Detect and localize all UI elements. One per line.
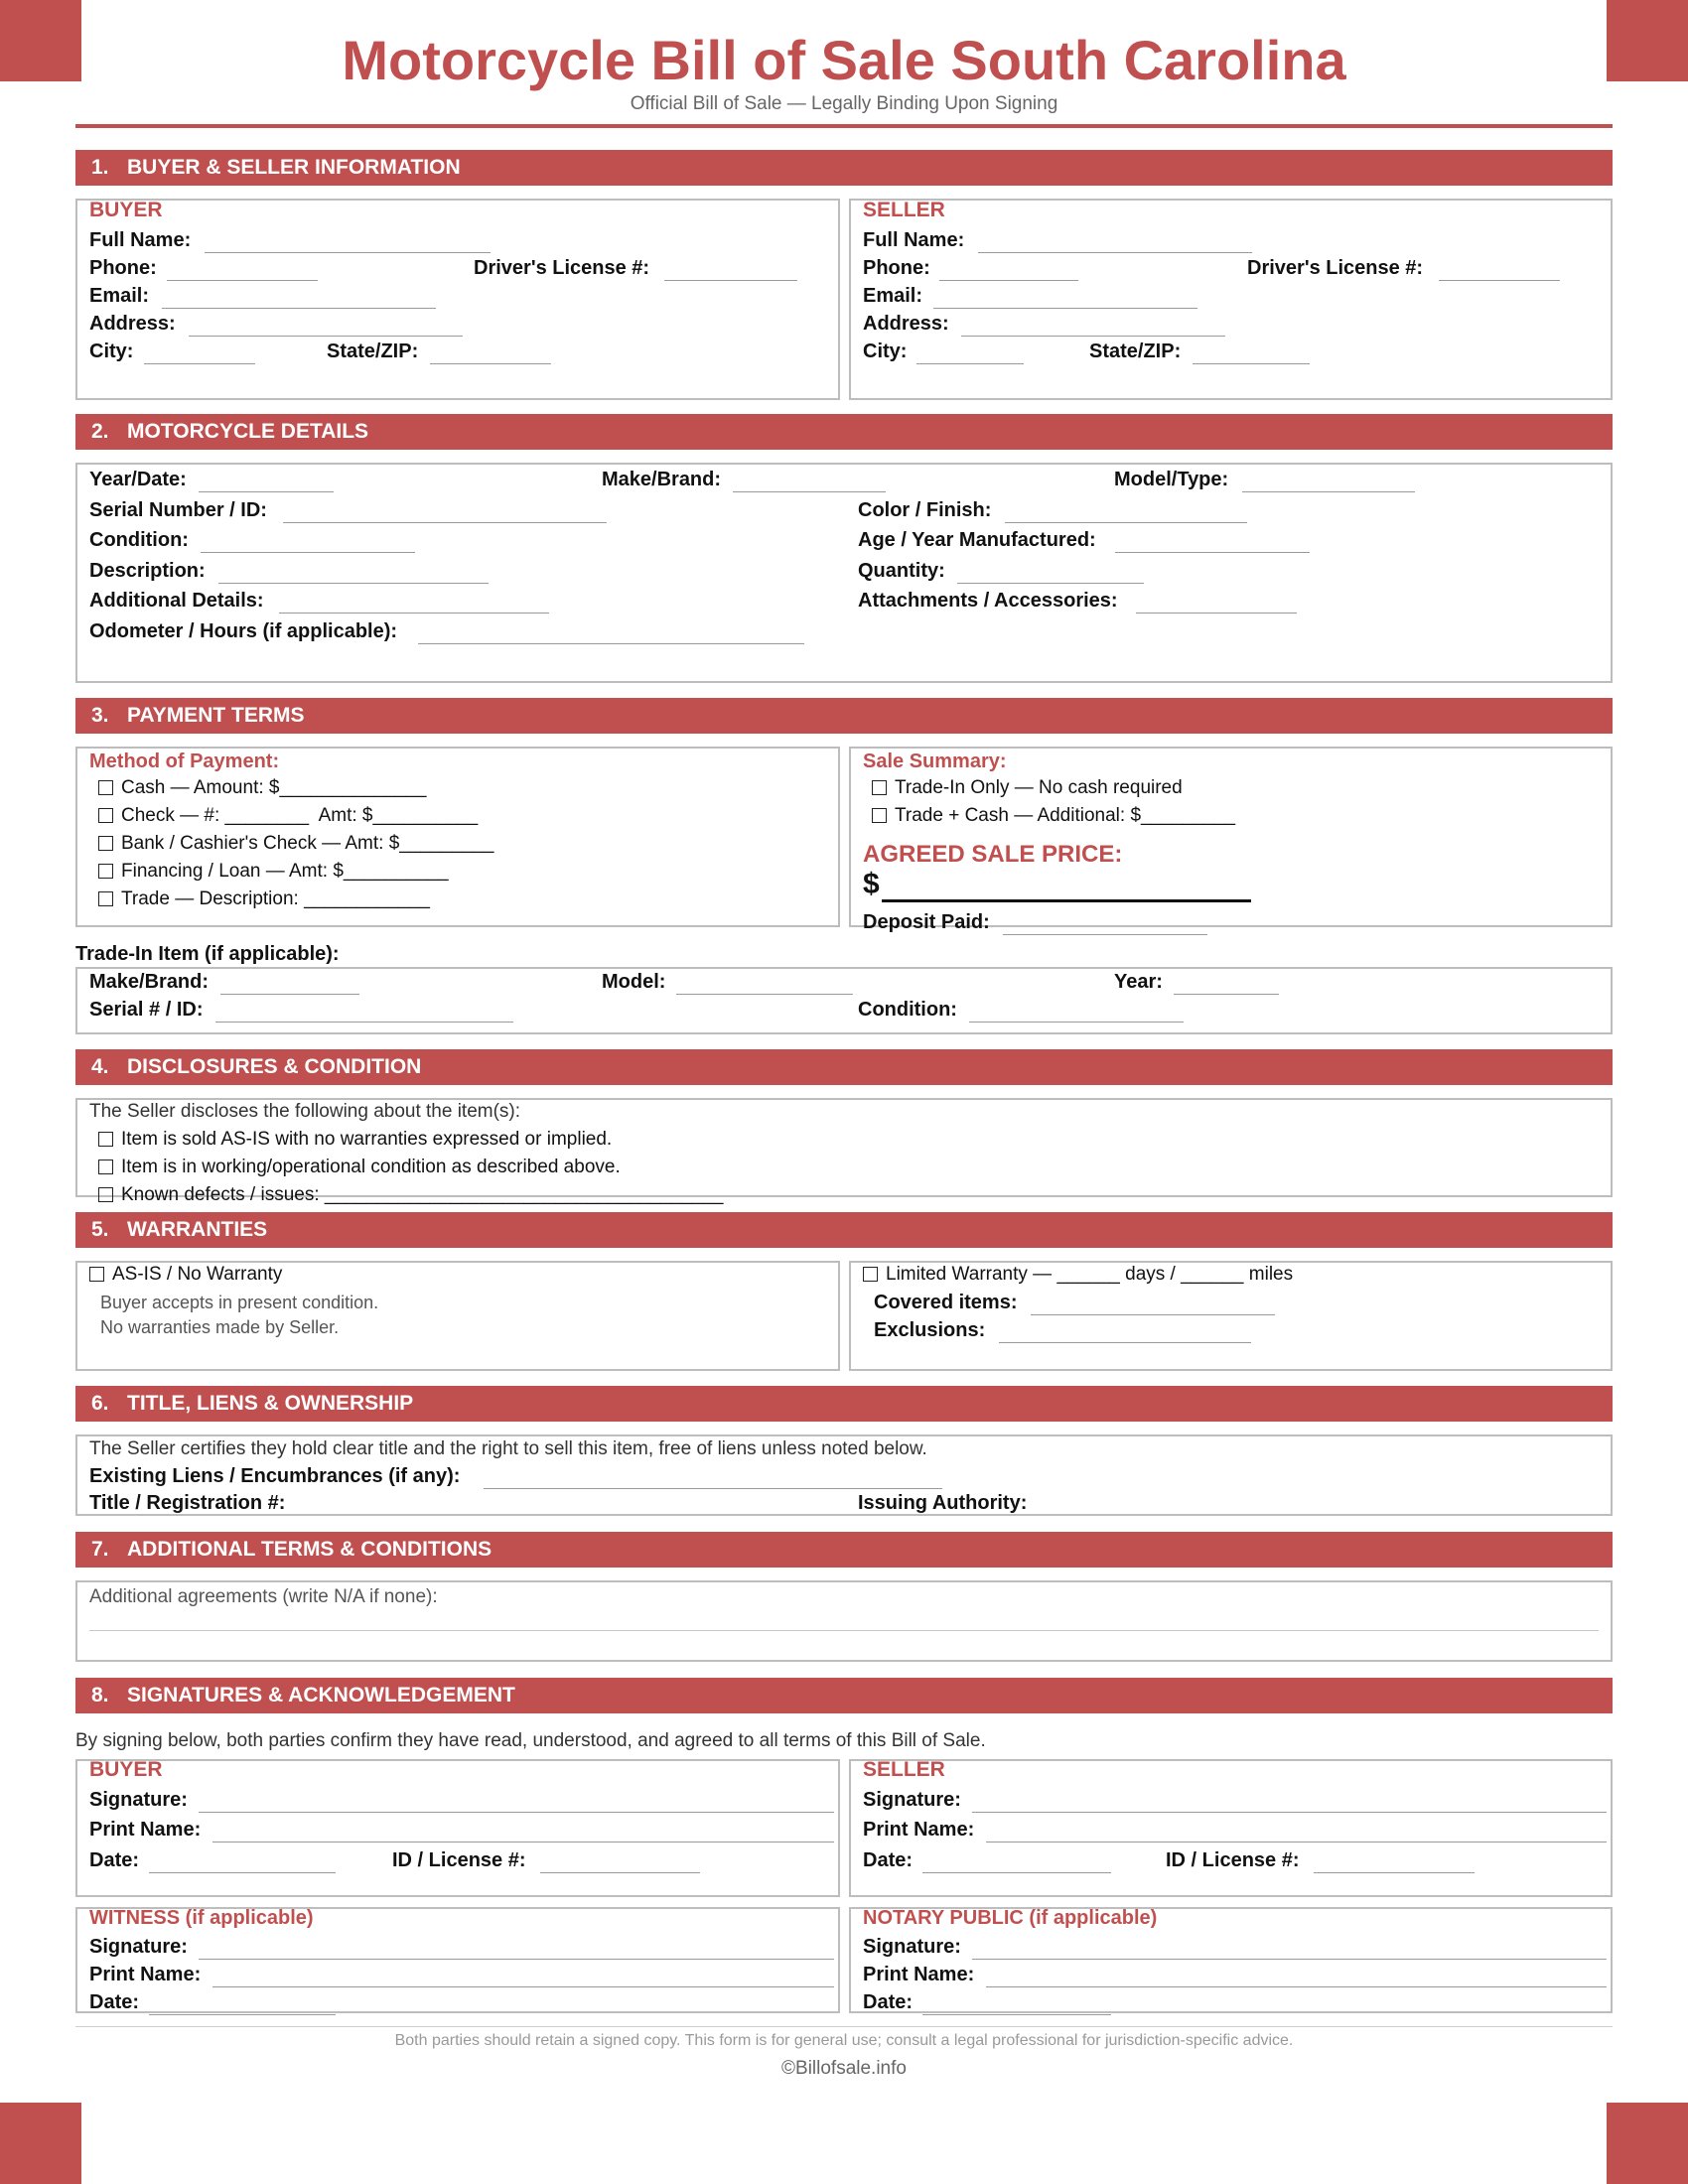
payment-option-cash[interactable]	[98, 777, 426, 799]
exclusions-field[interactable]	[999, 1342, 1251, 1343]
seller-full-name-label: Full Name:	[863, 229, 965, 251]
make-brand-field[interactable]	[733, 491, 886, 492]
buyer-phone-label: Phone:	[89, 257, 157, 279]
corner-decoration-bottom-left	[0, 2103, 81, 2184]
notary-date-label: Date:	[863, 1991, 914, 2013]
quantity-field[interactable]	[957, 583, 1144, 584]
additional-terms-prompt: Additional agreements (write N/A if none):	[89, 1586, 438, 1607]
buyer-email-label: Email:	[89, 285, 150, 307]
checkbox[interactable]	[872, 808, 887, 823]
seller-city-field[interactable]	[916, 363, 1024, 364]
seller-license-label: Driver's License #:	[1247, 257, 1424, 279]
buyer-signature-heading: BUYER	[89, 1758, 163, 1781]
section-number: 6.	[91, 1392, 109, 1415]
seller-city-label: City:	[863, 341, 908, 362]
payment-option-label: Check — #: ________ Amt: $__________	[121, 805, 479, 826]
section-title: WARRANTIES	[127, 1218, 268, 1241]
checkbox[interactable]	[98, 1160, 113, 1174]
section-6-header	[75, 1386, 1613, 1422]
buyer-date-field[interactable]	[149, 1872, 336, 1873]
issuing-authority-label: Issuing Authority:	[858, 1492, 1028, 1514]
buyer-heading: BUYER	[89, 199, 163, 221]
existing-liens-label: Existing Liens / Encumbrances (if any):	[89, 1465, 461, 1487]
existing-liens-field[interactable]	[484, 1488, 942, 1489]
section-number: 7.	[91, 1538, 109, 1561]
signature-statement: By signing below, both parties confirm they have read, understood, and agreed to all terms of this Bill of Sale.	[75, 1730, 986, 1751]
additional-terms-field[interactable]	[89, 1630, 1599, 1631]
disclosure-label: Item is sold AS-IS with no warranties expressed or implied.	[121, 1129, 613, 1150]
section-number: 5.	[91, 1218, 109, 1241]
year-date-label: Year/Date:	[89, 469, 187, 490]
seller-id-license-label: ID / License #:	[1166, 1849, 1300, 1871]
additional-details-field[interactable]	[279, 613, 549, 614]
condition-label: Condition:	[89, 529, 189, 551]
payment-option-label: Financing / Loan — Amt: $__________	[121, 861, 449, 882]
payment-option-bank-check[interactable]	[98, 833, 493, 855]
section-number: 2.	[91, 420, 109, 443]
buyer-print-name-label: Print Name:	[89, 1819, 202, 1841]
seller-print-name-field[interactable]	[986, 1842, 1607, 1843]
trade-serial-field[interactable]	[215, 1022, 513, 1023]
quantity-label: Quantity:	[858, 560, 945, 582]
trade-condition-label: Condition:	[858, 999, 957, 1021]
trade-make-field[interactable]	[220, 994, 359, 995]
checkbox[interactable]	[98, 780, 113, 795]
seller-full-name-field[interactable]	[978, 252, 1252, 253]
buyer-signature-field[interactable]	[199, 1812, 834, 1813]
buyer-phone-field[interactable]	[167, 280, 318, 281]
limited-warranty-option[interactable]	[863, 1264, 1293, 1286]
seller-address-field[interactable]	[961, 336, 1225, 337]
title-statement: The Seller certifies they hold clear title and the right to sell this item, free of liens unless noted below.	[89, 1438, 927, 1459]
witness-print-name-label: Print Name:	[89, 1964, 202, 1985]
checkbox[interactable]	[98, 836, 113, 851]
deposit-paid-label: Deposit Paid:	[863, 911, 990, 933]
seller-signature-heading: SELLER	[863, 1758, 945, 1781]
buyer-address-label: Address:	[89, 313, 176, 335]
buyer-state-zip-label: State/ZIP:	[327, 341, 419, 362]
description-field[interactable]	[218, 583, 489, 584]
witness-print-name-field[interactable]	[212, 1986, 834, 1987]
disclosure-label: Item is in working/operational condition as described above.	[121, 1157, 621, 1177]
section-title: MOTORCYCLE DETAILS	[127, 420, 369, 443]
summary-option-trade-in-only[interactable]	[872, 777, 1183, 799]
checkbox[interactable]	[98, 1132, 113, 1147]
seller-signature-field[interactable]	[972, 1812, 1607, 1813]
section-number: 1.	[91, 156, 109, 179]
odometer-label: Odometer / Hours (if applicable):	[89, 620, 398, 642]
agreed-sale-price-field[interactable]	[882, 899, 1251, 902]
document-title: Motorcycle Bill of Sale South Carolina	[342, 29, 1346, 91]
checkbox[interactable]	[98, 1187, 113, 1202]
corner-decoration-bottom-right	[1607, 2103, 1688, 2184]
section-title: ADDITIONAL TERMS & CONDITIONS	[127, 1538, 492, 1561]
seller-phone-field[interactable]	[939, 280, 1078, 281]
payment-option-label: Cash — Amount: $______________	[121, 777, 427, 798]
payment-option-check[interactable]	[98, 805, 478, 827]
serial-number-field[interactable]	[283, 522, 607, 523]
buyer-id-license-field[interactable]	[540, 1872, 700, 1873]
checkbox[interactable]	[863, 1267, 878, 1282]
color-finish-field[interactable]	[1005, 522, 1247, 523]
seller-license-field[interactable]	[1439, 280, 1560, 281]
color-finish-label: Color / Finish:	[858, 499, 992, 521]
covered-items-field[interactable]	[1031, 1314, 1275, 1315]
witness-heading: WITNESS (if applicable)	[89, 1907, 314, 1929]
footer-credit: ©Billofsale.info	[781, 2058, 907, 2079]
deposit-paid-field[interactable]	[1003, 934, 1207, 935]
payment-option-label: Trade — Description: ____________	[121, 888, 430, 909]
trade-serial-label: Serial # / ID:	[89, 999, 204, 1021]
sale-summary-heading: Sale Summary:	[863, 751, 1007, 772]
seller-address-label: Address:	[863, 313, 949, 335]
buyer-full-name-label: Full Name:	[89, 229, 192, 251]
seller-phone-label: Phone:	[863, 257, 930, 279]
section-title: DISCLOSURES & CONDITION	[127, 1055, 422, 1078]
title-divider	[75, 124, 1613, 128]
as-is-note-1: Buyer accepts in present condition.	[100, 1293, 379, 1312]
disclosure-label: Known defects / issues: ______________________________________	[121, 1184, 724, 1205]
seller-email-label: Email:	[863, 285, 923, 307]
section-8-header	[75, 1678, 1613, 1713]
age-year-label: Age / Year Manufactured:	[858, 529, 1096, 551]
buyer-print-name-field[interactable]	[212, 1842, 834, 1843]
section-number: 8.	[91, 1684, 109, 1706]
exclusions-label: Exclusions:	[874, 1319, 986, 1341]
buyer-city-label: City:	[89, 341, 134, 362]
notary-print-name-field[interactable]	[986, 1986, 1607, 1987]
footer-note: Both parties should retain a signed copy. This form is for general use; consult a legal professional for jurisdiction-specific advice.	[394, 2032, 1294, 2049]
buyer-address-field[interactable]	[189, 336, 463, 337]
additional-details-label: Additional Details:	[89, 590, 264, 612]
seller-print-name-label: Print Name:	[863, 1819, 975, 1841]
witness-signature-label: Signature:	[89, 1936, 188, 1958]
buyer-date-label: Date:	[89, 1849, 140, 1871]
summary-option-trade-plus-cash[interactable]	[872, 805, 1235, 827]
summary-option-label: Trade-In Only — No cash required	[895, 777, 1183, 798]
section-5-header	[75, 1212, 1613, 1248]
buyer-signature-label: Signature:	[89, 1789, 188, 1811]
seller-id-license-field[interactable]	[1314, 1872, 1475, 1873]
summary-option-label: Trade + Cash — Additional: $_________	[895, 805, 1236, 826]
witness-signature-field[interactable]	[199, 1959, 834, 1960]
seller-state-zip-label: State/ZIP:	[1089, 341, 1182, 362]
motorcycle-details-box	[75, 463, 1613, 683]
seller-date-field[interactable]	[922, 1872, 1111, 1873]
age-year-field[interactable]	[1115, 552, 1310, 553]
attachments-label: Attachments / Accessories:	[858, 590, 1118, 612]
trade-in-box	[75, 967, 1613, 1034]
as-is-warranty-option[interactable]	[89, 1264, 282, 1286]
document-subtitle: Official Bill of Sale — Legally Binding Upon Signing	[630, 93, 1058, 114]
checkbox[interactable]	[872, 780, 887, 795]
dollar-sign: $	[863, 868, 880, 900]
witness-date-label: Date:	[89, 1991, 140, 2013]
notary-date-field[interactable]	[922, 2014, 1111, 2015]
seller-email-field[interactable]	[933, 308, 1197, 309]
section-title: SIGNATURES & ACKNOWLEDGEMENT	[127, 1684, 515, 1706]
seller-date-label: Date:	[863, 1849, 914, 1871]
disclosure-as-is[interactable]	[98, 1129, 612, 1151]
section-title: TITLE, LIENS & OWNERSHIP	[127, 1392, 414, 1415]
buyer-license-label: Driver's License #:	[474, 257, 650, 279]
trade-condition-field[interactable]	[969, 1022, 1184, 1023]
section-4-header	[75, 1049, 1613, 1085]
limited-warranty-label: Limited Warranty — ______ days / ______ miles	[886, 1264, 1294, 1285]
disclosure-working-condition[interactable]	[98, 1157, 621, 1178]
section-title: BUYER & SELLER INFORMATION	[127, 156, 461, 179]
year-date-field[interactable]	[199, 491, 334, 492]
witness-date-field[interactable]	[149, 2014, 336, 2015]
covered-items-label: Covered items:	[874, 1292, 1018, 1313]
trade-year-field[interactable]	[1174, 994, 1279, 995]
notary-signature-field[interactable]	[972, 1959, 1607, 1960]
trade-in-heading: Trade-In Item (if applicable):	[75, 943, 340, 965]
section-2-header	[75, 414, 1613, 450]
odometer-field[interactable]	[418, 643, 804, 644]
buyer-email-field[interactable]	[162, 308, 436, 309]
disclosure-known-defects[interactable]	[98, 1184, 723, 1206]
payment-option-financing[interactable]	[98, 861, 449, 883]
trade-year-label: Year:	[1114, 971, 1163, 993]
section-1-header	[75, 150, 1613, 186]
serial-number-label: Serial Number / ID:	[89, 499, 267, 521]
notary-print-name-label: Print Name:	[863, 1964, 975, 1985]
section-7-header	[75, 1532, 1613, 1568]
seller-state-zip-field[interactable]	[1193, 363, 1310, 364]
buyer-full-name-field[interactable]	[205, 252, 491, 253]
section-title: PAYMENT TERMS	[127, 704, 305, 727]
section-3-header	[75, 698, 1613, 734]
buyer-license-field[interactable]	[664, 280, 797, 281]
buyer-state-zip-field[interactable]	[430, 363, 551, 364]
section-number: 4.	[91, 1055, 109, 1078]
title-registration-label: Title / Registration #:	[89, 1492, 286, 1514]
checkbox[interactable]	[98, 864, 113, 879]
payment-option-trade[interactable]	[98, 888, 430, 910]
method-of-payment-heading: Method of Payment:	[89, 751, 280, 772]
condition-field[interactable]	[201, 552, 415, 553]
as-is-warranty-label: AS-IS / No Warranty	[112, 1264, 283, 1285]
buyer-city-field[interactable]	[144, 363, 255, 364]
checkbox[interactable]	[89, 1267, 104, 1282]
make-brand-label: Make/Brand:	[602, 469, 722, 490]
agreed-sale-price-label: AGREED SALE PRICE:	[863, 841, 1123, 868]
model-type-label: Model/Type:	[1114, 469, 1229, 490]
seller-heading: SELLER	[863, 199, 945, 221]
attachments-field[interactable]	[1136, 613, 1297, 614]
notary-heading: NOTARY PUBLIC (if applicable)	[863, 1907, 1158, 1929]
trade-model-label: Model:	[602, 971, 666, 993]
footer-divider	[75, 2026, 1613, 2027]
payment-option-label: Bank / Cashier's Check — Amt: $_________	[121, 833, 494, 854]
as-is-note-2: No warranties made by Seller.	[100, 1317, 340, 1337]
trade-model-field[interactable]	[676, 994, 853, 995]
buyer-id-license-label: ID / License #:	[392, 1849, 526, 1871]
checkbox[interactable]	[98, 891, 113, 906]
disclosures-intro: The Seller discloses the following about the item(s):	[89, 1101, 521, 1122]
checkbox[interactable]	[98, 808, 113, 823]
seller-signature-label: Signature:	[863, 1789, 961, 1811]
section-number: 3.	[91, 704, 109, 727]
description-label: Description:	[89, 560, 206, 582]
trade-make-label: Make/Brand:	[89, 971, 210, 993]
model-type-field[interactable]	[1242, 491, 1415, 492]
notary-signature-label: Signature:	[863, 1936, 961, 1958]
